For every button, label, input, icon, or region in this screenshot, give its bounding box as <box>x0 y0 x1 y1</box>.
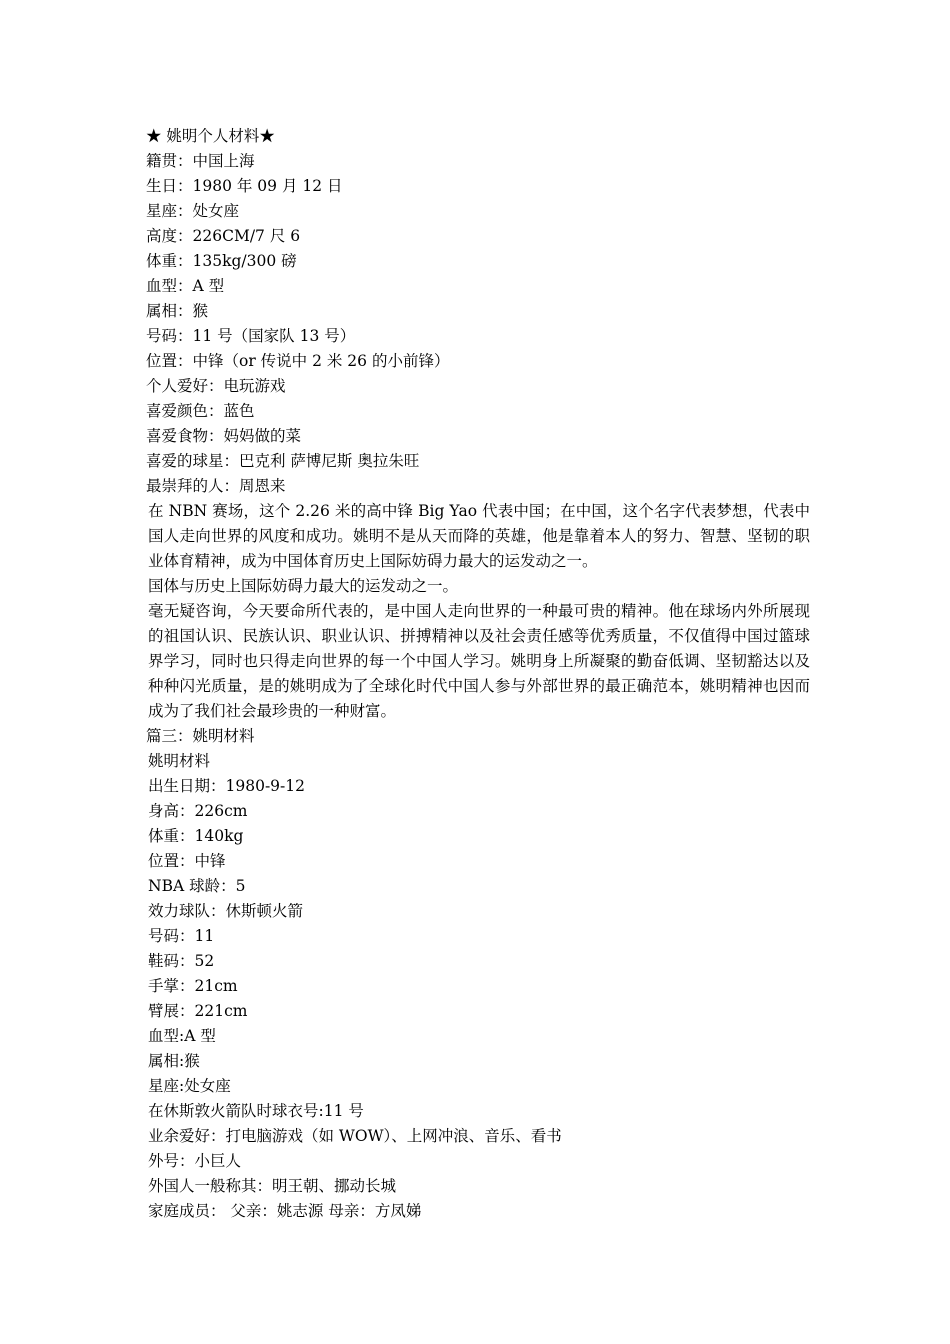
profile-line: 号码：11 号（国家队 13 号） <box>146 327 356 345</box>
profile-line: 星座:处女座 <box>148 1077 231 1095</box>
paragraph-3: 毫无疑咨询，今天要命所代表的，是中国人走向世界的一种最可贵的精神。他在球场内外所展现的祖国认识、民族认识、职业认识、拼搏精神以及社会责任感等优秀质量，不仅值得中国过篮球界学习，同时也只得走向世界的每一个中国人学习。姚明身上所凝聚的勤奋低调、坚韧豁达以及种种闪光质量，是的姚明成为了全球化时代中国人参与外部世界的最正确范本，姚明精神也因而成为了我们社会最珍贵的一种财富。 <box>148 602 810 720</box>
profile-line: 属相:猴 <box>148 1052 200 1070</box>
profile-line: 体重：140kg <box>148 827 244 845</box>
profile-line: 喜爱的球星：巴克利 萨博尼斯 奥拉朱旺 <box>146 452 420 470</box>
profile-line: 位置：中锋 <box>148 852 226 870</box>
paragraph-2: 国体与历史上国际妨碍力最大的运发动之一。 <box>148 577 459 595</box>
profile-line: 最崇拜的人：周恩来 <box>146 477 286 495</box>
profile-line: 臂展：221cm <box>148 1002 248 1020</box>
profile-list-2 <box>146 774 810 1224</box>
document-title: ★ 姚明个人材料★ <box>146 127 275 145</box>
profile-line: 星座：处女座 <box>146 202 240 220</box>
profile-line: 喜爱颜色：蓝色 <box>146 402 255 420</box>
profile-line: 外国人一般称其：明王朝、挪动长城 <box>148 1177 397 1195</box>
profile-line: 生日：1980 年 09 月 12 日 <box>146 177 343 195</box>
profile-line: 出生日期：1980-9-12 <box>148 777 306 795</box>
profile-line: 外号：小巨人 <box>148 1152 242 1170</box>
profile-line: 体重：135kg/300 磅 <box>146 252 297 270</box>
profile-line: 血型：A 型 <box>146 277 225 295</box>
profile-line: 喜爱食物：妈妈做的菜 <box>146 427 302 445</box>
profile-list-1 <box>146 149 810 499</box>
profile-line: 籍贯：中国上海 <box>146 152 255 170</box>
profile-line: 身高：226cm <box>148 802 248 820</box>
profile-line: 鞋码：52 <box>148 952 215 970</box>
profile-line: 属相：猴 <box>146 302 209 320</box>
profile-line: NBA 球龄：5 <box>148 877 246 895</box>
profile-line: 号码：11 <box>148 927 215 945</box>
document-page <box>146 124 810 1224</box>
profile-line: 在休斯敦火箭队时球衣号:11 号 <box>148 1102 364 1120</box>
paragraph-1: 在 NBN 赛场，这个 2.26 米的高中锋 Big Yao 代表中国；在中国，这个名字代表梦想，代表中国人走向世界的风度和成功。姚明不是从天而降的英雄，他是靠着本人的努力、智慧、坚韧的职业体育精神，成为中国体育历史上国际妨碍力最大的运发动之一。 <box>148 502 810 570</box>
profile-line: 手掌：21cm <box>148 977 238 995</box>
profile-line: 效力球队：休斯顿火箭 <box>148 902 304 920</box>
section-heading: 篇三：姚明材料 <box>146 727 255 745</box>
profile-line: 血型:A 型 <box>148 1027 216 1045</box>
profile-line: 高度：226CM/7 尺 6 <box>146 227 301 245</box>
profile-2-title: 姚明材料 <box>148 752 211 770</box>
profile-line: 个人爱好：电玩游戏 <box>146 377 286 395</box>
profile-line: 家庭成员： 父亲：姚志源 母亲：方凤娣 <box>148 1202 422 1220</box>
profile-line: 业余爱好：打电脑游戏（如 WOW）、上网冲浪、音乐、看书 <box>148 1127 562 1145</box>
profile-line: 位置：中锋（or 传说中 2 米 26 的小前锋） <box>146 352 450 370</box>
